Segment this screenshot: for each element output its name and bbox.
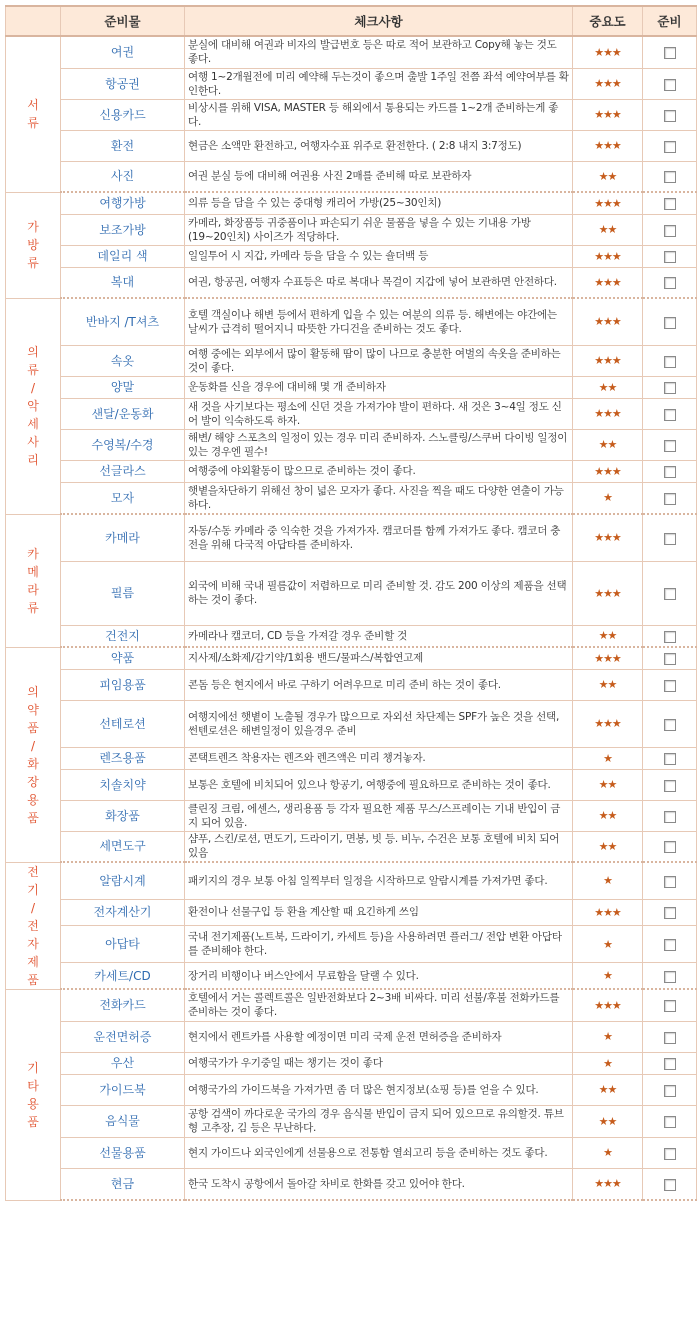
table-body <box>6 36 697 1200</box>
check-note: 여권, 항공권, 여행자 수표등은 따로 복대나 목걸이 지갑에 넣어 보관하면 안전하다. <box>185 267 573 298</box>
check-note: 의류 등을 담을 수 있는 중대형 캐리어 가방(25~30인치) <box>185 192 573 214</box>
check-note: 여행지에선 햇볕이 노출될 경우가 많으므로 자외선 차단제는 SPF가 높은 것을 선택, 썬텐로션은 해변일정이 있을경우 준비 <box>185 700 573 747</box>
table-row <box>6 669 697 700</box>
importance-stars: ★★ <box>573 625 643 647</box>
ready-cell <box>643 482 697 514</box>
ready-checkbox[interactable] <box>664 356 676 368</box>
ready-cell <box>643 862 697 899</box>
table-row <box>6 1137 697 1168</box>
table-row <box>6 989 697 1021</box>
category-char: 전 <box>27 918 39 933</box>
table-row <box>6 267 697 298</box>
item-name: 선글라스 <box>61 460 185 482</box>
ready-checkbox[interactable] <box>664 141 676 153</box>
item-name: 샌달/운동화 <box>61 398 185 429</box>
table-row <box>6 429 697 460</box>
category-char: 의 <box>27 345 39 359</box>
ready-cell <box>643 669 697 700</box>
ready-cell <box>643 68 697 99</box>
category-char: 전 <box>27 864 39 879</box>
category-char: 품 <box>27 1114 39 1129</box>
ready-cell <box>643 561 697 625</box>
ready-checkbox[interactable] <box>664 251 676 263</box>
check-note: 장거리 비행이나 버스안에서 무료함을 달랠 수 있다. <box>185 963 573 989</box>
item-name: 운전면허증 <box>61 1021 185 1052</box>
ready-cell <box>643 36 697 68</box>
check-note: 콘돔 등은 현지에서 바로 구하기 어려우므로 미리 준비 하는 것이 좋다. <box>185 669 573 700</box>
check-note: 해변/ 해양 스포츠의 일정이 있는 경우 미리 준비하자. 스노클링/스쿠버 다이빙 일정이 있는 경우엔 필수! <box>185 429 573 460</box>
importance-stars: ★★★ <box>573 130 643 161</box>
category-char: 서 <box>27 98 39 113</box>
check-note: 카메라, 화장품등 귀중품이나 파손되기 쉬운 물품을 넣을 수 있는 기내용 가방(19~20인치) 사이즈가 적당하다. <box>185 214 573 245</box>
item-name: 건전지 <box>61 625 185 647</box>
ready-cell <box>643 831 697 862</box>
importance-stars: ★★★ <box>573 989 643 1021</box>
importance-stars: ★★ <box>573 800 643 831</box>
check-note: 새 것을 사기보다는 평소에 신던 것을 가져가야 발이 편하다. 새 것은 3~4일 정도 신어 발이 익숙하도록 하자. <box>185 398 573 429</box>
ready-checkbox[interactable] <box>664 47 676 59</box>
importance-stars: ★★★ <box>573 192 643 214</box>
table-row <box>6 1052 697 1074</box>
table-row <box>6 99 697 130</box>
ready-checkbox[interactable] <box>664 1058 676 1070</box>
category-char: 라 <box>27 582 39 597</box>
table-row <box>6 345 697 376</box>
check-note: 클린징 크림, 에센스, 생리용품 등 각자 필요한 제품 무스/스프레이는 기내 반입이 금지 되어 있음. <box>185 800 573 831</box>
table-row <box>6 245 697 267</box>
item-name: 여권 <box>61 36 185 68</box>
check-note: 콘택트렌즈 착용자는 렌즈와 렌즈액은 미리 챙겨놓자. <box>185 747 573 769</box>
ready-checkbox[interactable] <box>664 1116 676 1128</box>
importance-stars: ★★ <box>573 831 643 862</box>
item-name: 가이드북 <box>61 1074 185 1105</box>
importance-stars: ★ <box>573 1137 643 1168</box>
check-note: 카메라나 캠코더, CD 등을 가져갈 경우 준비할 것 <box>185 625 573 647</box>
ready-checkbox[interactable] <box>664 811 676 823</box>
table-row <box>6 899 697 925</box>
item-name: 데일리 색 <box>61 245 185 267</box>
check-note: 여권 분실 등에 대비해 여권용 사진 2매를 준비해 따로 보관하자 <box>185 161 573 192</box>
ready-cell <box>643 514 697 561</box>
ready-cell <box>643 625 697 647</box>
table-row <box>6 36 697 68</box>
table-row <box>6 1074 697 1105</box>
check-note: 보통은 호텔에 비치되어 있으나 항공기, 여행중에 필요하므로 준비하는 것이 좋다. <box>185 769 573 800</box>
table-row <box>6 1168 697 1200</box>
item-name: 알람시계 <box>61 862 185 899</box>
ready-checkbox[interactable] <box>664 876 676 888</box>
importance-stars: ★★★ <box>573 561 643 625</box>
ready-cell <box>643 747 697 769</box>
ready-checkbox[interactable] <box>664 631 676 643</box>
item-name: 양말 <box>61 376 185 398</box>
category-char: 약 <box>27 702 39 717</box>
ready-cell <box>643 769 697 800</box>
ready-checkbox[interactable] <box>664 1000 676 1012</box>
category-char: / <box>30 738 36 753</box>
ready-checkbox[interactable] <box>664 493 676 505</box>
table-row <box>6 747 697 769</box>
item-name: 약품 <box>61 647 185 669</box>
check-note: 일일투어 시 지갑, 카메라 등을 담을 수 있는 숄더백 등 <box>185 245 573 267</box>
importance-stars: ★★★ <box>573 245 643 267</box>
ready-checkbox[interactable] <box>664 533 676 545</box>
ready-checkbox[interactable] <box>664 1085 676 1097</box>
check-note: 여행 중에는 외부에서 많이 활동해 땀이 많이 나므로 충분한 여벌의 속옷을 준비하는 것이 좋다. <box>185 345 573 376</box>
item-name: 치솔치약 <box>61 769 185 800</box>
importance-stars: ★★★ <box>573 298 643 345</box>
ready-cell <box>643 99 697 130</box>
category-char: 품 <box>27 720 39 735</box>
check-note: 분실에 대비해 여권과 비자의 발급번호 등은 따로 적어 보관하고 Copy해 놓는 것도 좋다. <box>185 36 573 68</box>
item-name: 카메라 <box>61 514 185 561</box>
ready-checkbox[interactable] <box>664 971 676 983</box>
ready-checkbox[interactable] <box>664 171 676 183</box>
ready-cell <box>643 376 697 398</box>
category-char: 품 <box>27 972 39 987</box>
importance-stars: ★★★ <box>573 345 643 376</box>
ready-cell <box>643 192 697 214</box>
item-name: 환전 <box>61 130 185 161</box>
ready-checkbox[interactable] <box>664 841 676 853</box>
ready-checkbox[interactable] <box>664 277 676 289</box>
check-note: 자동/수동 카메라 중 익숙한 것을 가져가자. 캠코더를 함께 가져가도 좋다. 캠코더 충전을 위해 다국적 아답타를 준비하자. <box>185 514 573 561</box>
table-row <box>6 214 697 245</box>
ready-cell <box>643 700 697 747</box>
category-label <box>6 514 61 647</box>
category-char: 류 <box>27 256 39 270</box>
ready-cell <box>643 963 697 989</box>
ready-checkbox[interactable] <box>664 79 676 91</box>
ready-checkbox[interactable] <box>664 753 676 765</box>
ready-checkbox[interactable] <box>664 680 676 692</box>
check-note: 햇볕을차단하기 위해선 창이 넓은 모자가 좋다. 사진을 찍을 때도 다양한 연출이 가능하다. <box>185 482 573 514</box>
item-name: 우산 <box>61 1052 185 1074</box>
check-note: 샴푸, 스킨/로션, 면도기, 드라이기, 면봉, 빗 등. 비누, 수건은 보통 호텔에 비치 되어 있음 <box>185 831 573 862</box>
ready-checkbox[interactable] <box>664 780 676 792</box>
category-char: / <box>30 900 36 915</box>
importance-stars: ★ <box>573 963 643 989</box>
table-row <box>6 514 697 561</box>
category-char: 장 <box>27 774 39 789</box>
category-label <box>6 192 61 298</box>
importance-stars: ★★ <box>573 669 643 700</box>
ready-cell <box>643 1074 697 1105</box>
category-char: 사 <box>27 435 39 449</box>
importance-stars: ★★ <box>573 1105 643 1137</box>
category-label <box>6 298 61 514</box>
category-char: 타 <box>27 1078 39 1093</box>
ready-cell <box>643 267 697 298</box>
item-name: 음식물 <box>61 1105 185 1137</box>
category-label <box>6 647 61 862</box>
item-name: 전자계산기 <box>61 899 185 925</box>
importance-stars: ★★ <box>573 1074 643 1105</box>
item-name: 신용카드 <box>61 99 185 130</box>
importance-stars: ★★ <box>573 161 643 192</box>
category-char: 류 <box>27 600 39 615</box>
table-row <box>6 831 697 862</box>
importance-stars: ★★★ <box>573 267 643 298</box>
importance-stars: ★★★ <box>573 398 643 429</box>
category-char: 용 <box>27 792 39 807</box>
ready-cell <box>643 989 697 1021</box>
table-row <box>6 460 697 482</box>
category-char: 제 <box>27 954 39 969</box>
ready-cell <box>643 1105 697 1137</box>
header-check: 체크사항 <box>185 6 573 36</box>
category-label <box>6 36 61 192</box>
table-row <box>6 800 697 831</box>
ready-checkbox[interactable] <box>664 225 676 237</box>
ready-checkbox[interactable] <box>664 907 676 919</box>
check-note: 여행국가가 우기중일 때는 챙기는 것이 좋다 <box>185 1052 573 1074</box>
table-row <box>6 398 697 429</box>
header-importance: 중요도 <box>573 6 643 36</box>
category-char: 메 <box>27 564 39 579</box>
check-note: 현지에서 렌트카를 사용할 예정이면 미리 국제 운전 면허증을 준비하자 <box>185 1021 573 1052</box>
ready-checkbox[interactable] <box>664 1148 676 1160</box>
ready-checkbox[interactable] <box>664 1179 676 1191</box>
importance-stars: ★ <box>573 862 643 899</box>
category-char: 세 <box>27 417 39 431</box>
importance-stars: ★★ <box>573 769 643 800</box>
category-char: 류 <box>27 116 39 131</box>
item-name: 보조가방 <box>61 214 185 245</box>
table-row <box>6 192 697 214</box>
ready-checkbox[interactable] <box>664 440 676 452</box>
item-name: 전화카드 <box>61 989 185 1021</box>
item-name: 복대 <box>61 267 185 298</box>
item-name: 아답타 <box>61 925 185 962</box>
ready-cell <box>643 925 697 962</box>
check-note: 환전이나 선물구입 등 환율 계산할 때 요긴하게 쓰임 <box>185 899 573 925</box>
category-label <box>6 862 61 989</box>
ready-cell <box>643 800 697 831</box>
category-char: 자 <box>27 936 39 951</box>
item-name: 카세트/CD <box>61 963 185 989</box>
importance-stars: ★★★ <box>573 514 643 561</box>
ready-cell <box>643 345 697 376</box>
table-row <box>6 700 697 747</box>
importance-stars: ★★★ <box>573 36 643 68</box>
category-char: 방 <box>27 238 39 252</box>
ready-cell <box>643 130 697 161</box>
importance-stars: ★★ <box>573 214 643 245</box>
table-row <box>6 376 697 398</box>
item-name: 선물용품 <box>61 1137 185 1168</box>
category-char: 기 <box>27 882 39 897</box>
check-note: 여행국가의 가이드북을 가져가면 좀 더 많은 현지정보(쇼핑 등)를 얻을 수 있다. <box>185 1074 573 1105</box>
table-row <box>6 1021 697 1052</box>
ready-checkbox[interactable] <box>664 409 676 421</box>
table-row <box>6 963 697 989</box>
item-name: 선테로션 <box>61 700 185 747</box>
item-name: 렌즈용품 <box>61 747 185 769</box>
item-name: 필름 <box>61 561 185 625</box>
item-name: 피임용품 <box>61 669 185 700</box>
check-note: 운동화를 신을 경우에 대비해 몇 개 준비하자 <box>185 376 573 398</box>
ready-cell <box>643 1021 697 1052</box>
check-note: 지사제/소화제/감기약/1회용 밴드/물파스/복합연고제 <box>185 647 573 669</box>
check-note: 공항 검색이 까다로운 국가의 경우 음식물 반입이 금지 되어 있으므로 유의할것. 튜브형 고추장, 김 등은 무난하다. <box>185 1105 573 1137</box>
table-row <box>6 161 697 192</box>
ready-checkbox[interactable] <box>664 653 676 665</box>
ready-cell <box>643 1137 697 1168</box>
importance-stars: ★★ <box>573 429 643 460</box>
ready-cell <box>643 647 697 669</box>
item-name: 사진 <box>61 161 185 192</box>
header-ready: 준비 <box>643 6 697 36</box>
importance-stars: ★ <box>573 925 643 962</box>
table-row <box>6 482 697 514</box>
importance-stars: ★ <box>573 1021 643 1052</box>
importance-stars: ★★★ <box>573 460 643 482</box>
table-row <box>6 1105 697 1137</box>
importance-stars: ★★★ <box>573 700 643 747</box>
check-note: 국내 전기제품(노트북, 드라이기, 카세트 등)을 사용하려면 플러그/ 전압 변환 아답타를 준비해야 한다. <box>185 925 573 962</box>
check-note: 호텔에서 거는 콜렉트콜은 일반전화보다 2~3배 비싸다. 미리 선불/후불 전화카드를 준비하는 것이 좋다. <box>185 989 573 1021</box>
ready-cell <box>643 398 697 429</box>
importance-stars: ★★★ <box>573 899 643 925</box>
ready-checkbox[interactable] <box>664 466 676 478</box>
table-row <box>6 769 697 800</box>
check-note: 패키지의 경우 보통 아침 일찍부터 일정을 시작하므로 알람시계를 가져가면 좋다. <box>185 862 573 899</box>
category-char: 가 <box>27 220 39 234</box>
ready-checkbox[interactable] <box>664 719 676 731</box>
item-name: 속옷 <box>61 345 185 376</box>
category-char: 악 <box>27 399 39 413</box>
ready-cell <box>643 298 697 345</box>
importance-stars: ★★★ <box>573 99 643 130</box>
importance-stars: ★ <box>573 482 643 514</box>
check-note: 여행중에 야외활동이 많으므로 준비하는 것이 좋다. <box>185 460 573 482</box>
category-char: 기 <box>27 1060 39 1075</box>
importance-stars: ★ <box>573 1052 643 1074</box>
ready-checkbox[interactable] <box>664 382 676 394</box>
table-row <box>6 925 697 962</box>
check-note: 호텔 객실이나 해변 등에서 편하게 입을 수 있는 여분의 의류 등. 해변에는 야간에는 날씨가 급격히 떨어지니 따뜻한 가디건을 준비하는 것도 좋다. <box>185 298 573 345</box>
ready-checkbox[interactable] <box>664 939 676 951</box>
table-header-row <box>6 6 697 36</box>
importance-stars: ★★★ <box>573 647 643 669</box>
ready-cell <box>643 460 697 482</box>
header-item: 준비물 <box>61 6 185 36</box>
item-name: 현금 <box>61 1168 185 1200</box>
category-char: 화 <box>27 756 39 771</box>
ready-checkbox[interactable] <box>664 317 676 329</box>
ready-cell <box>643 161 697 192</box>
category-char: 의 <box>27 684 39 699</box>
ready-checkbox[interactable] <box>664 1032 676 1044</box>
ready-checkbox[interactable] <box>664 110 676 122</box>
check-note: 외국에 비해 국내 필름값이 저렴하므로 미리 준비할 것. 감도 200 이상의 제품을 선택하는 것이 좋다. <box>185 561 573 625</box>
category-char: 품 <box>27 810 39 825</box>
ready-checkbox[interactable] <box>664 198 676 210</box>
table-row <box>6 561 697 625</box>
ready-cell <box>643 214 697 245</box>
item-name: 화장품 <box>61 800 185 831</box>
table-row <box>6 68 697 99</box>
table-row <box>6 647 697 669</box>
item-name: 모자 <box>61 482 185 514</box>
table-row <box>6 298 697 345</box>
table-row <box>6 862 697 899</box>
check-note: 여행 1~2개월전에 미리 예약해 두는것이 좋으며 출발 1주일 전쯤 좌석 예약여부를 확인한다. <box>185 68 573 99</box>
ready-cell <box>643 899 697 925</box>
category-label <box>6 989 61 1200</box>
importance-stars: ★★★ <box>573 68 643 99</box>
check-note: 한국 도착시 공항에서 돌아갈 차비로 한화를 갖고 있어야 한다. <box>185 1168 573 1200</box>
category-char: / <box>30 381 36 395</box>
importance-stars: ★★★ <box>573 1168 643 1200</box>
category-char: 류 <box>27 363 39 377</box>
item-name: 세면도구 <box>61 831 185 862</box>
check-note: 현금은 소액만 환전하고, 여행자수표 위주로 환전한다. ( 2:8 내지 3:7정도) <box>185 130 573 161</box>
travel-checklist-table <box>5 5 697 1201</box>
importance-stars: ★★ <box>573 376 643 398</box>
category-char: 리 <box>27 453 39 467</box>
importance-stars: ★ <box>573 747 643 769</box>
item-name: 여행가방 <box>61 192 185 214</box>
category-char: 카 <box>27 546 39 561</box>
category-char: 용 <box>27 1096 39 1111</box>
table-row <box>6 625 697 647</box>
item-name: 수영복/수경 <box>61 429 185 460</box>
check-note: 현지 가이드나 외국인에게 선물용으로 전통함 열쇠고리 등을 준비하는 것도 좋다. <box>185 1137 573 1168</box>
ready-cell <box>643 1168 697 1200</box>
check-note: 비상시를 위해 VISA, MASTER 등 해외에서 통용되는 카드를 1~2개 준비하는게 좋다. <box>185 99 573 130</box>
ready-cell <box>643 429 697 460</box>
ready-cell <box>643 245 697 267</box>
table-row <box>6 130 697 161</box>
ready-cell <box>643 1052 697 1074</box>
item-name: 항공권 <box>61 68 185 99</box>
ready-checkbox[interactable] <box>664 588 676 600</box>
header-category <box>6 6 61 36</box>
item-name: 반바지 /T셔츠 <box>61 298 185 345</box>
